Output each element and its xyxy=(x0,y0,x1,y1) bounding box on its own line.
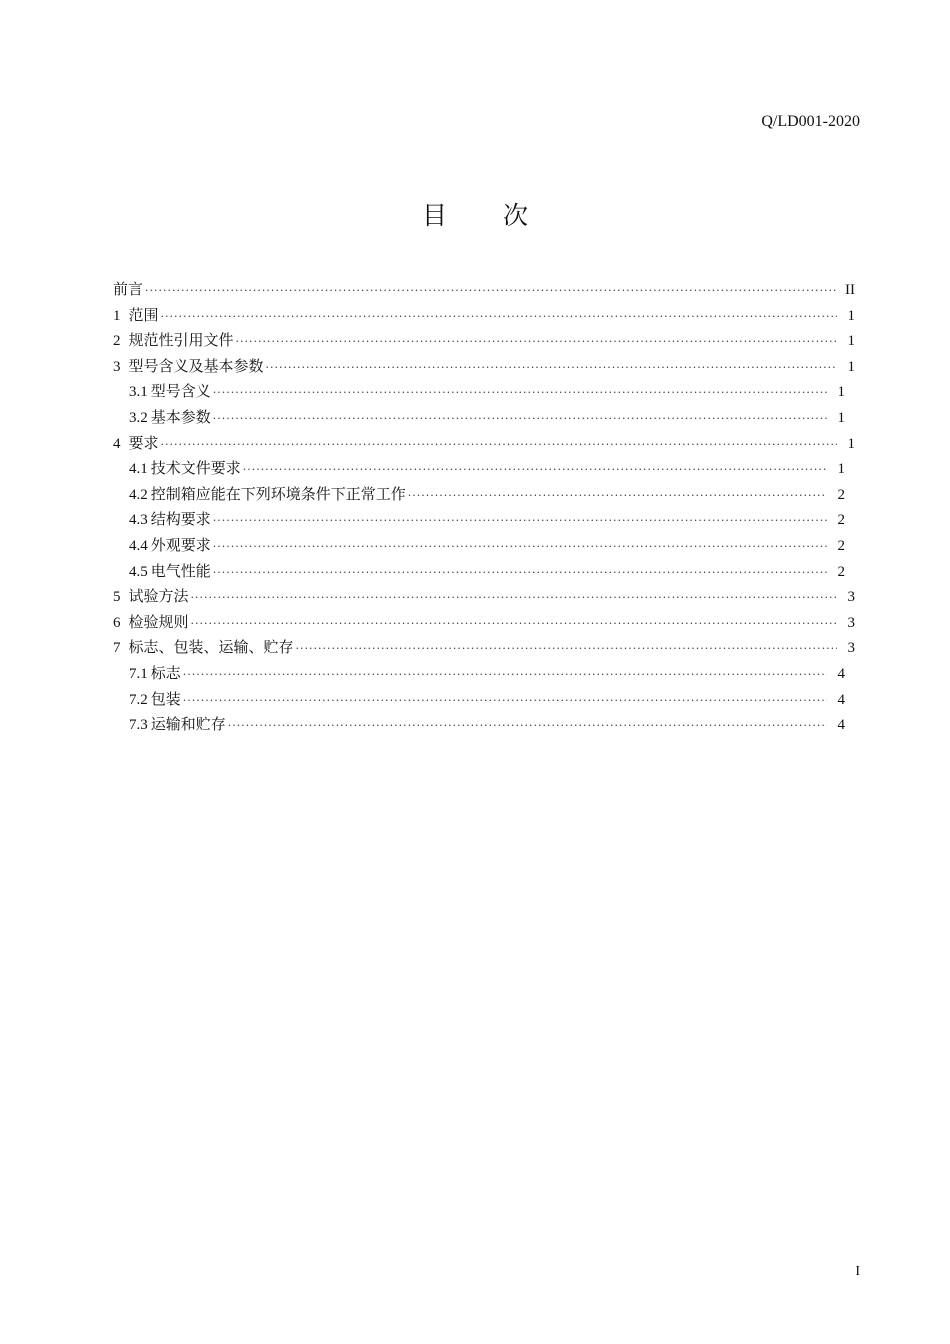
toc-entry-title xyxy=(113,354,264,381)
toc-entry-number: 3.1 xyxy=(129,384,148,401)
toc-entry-page: 1 xyxy=(847,307,855,324)
toc-entry-number: 7.1 xyxy=(129,665,148,682)
toc-entry-title xyxy=(129,687,181,714)
toc-entry[interactable] xyxy=(113,687,855,713)
toc-entry-page: 2 xyxy=(837,512,845,529)
toc-entry-label: 基本参数 xyxy=(150,407,211,426)
dot-leader xyxy=(213,560,827,586)
toc-entry-page: 2 xyxy=(837,563,845,580)
toc-entry-title xyxy=(129,507,211,534)
dot-leader xyxy=(161,304,837,330)
toc-entry-number: 6 xyxy=(113,614,121,631)
toc-entry-page: 1 xyxy=(847,333,855,350)
toc-entry[interactable] xyxy=(113,277,855,303)
toc-entry-label: 包装 xyxy=(150,689,181,708)
toc-entry[interactable] xyxy=(113,635,855,661)
toc-entry[interactable] xyxy=(113,354,855,380)
table-of-contents xyxy=(113,277,855,738)
toc-entry[interactable] xyxy=(113,431,855,457)
toc-entry-number: 4.2 xyxy=(129,486,148,503)
toc-entry-title xyxy=(129,712,226,739)
toc-entry-number: 3.2 xyxy=(129,409,148,426)
toc-entry[interactable] xyxy=(113,303,855,329)
toc-entry-number: 1 xyxy=(113,307,121,324)
toc-entry-label: 运输和贮存 xyxy=(150,715,226,734)
toc-entry-page: 1 xyxy=(837,384,845,401)
toc-entry-page: 4 xyxy=(837,717,845,734)
dot-leader xyxy=(213,380,827,406)
toc-entry-page: 1 xyxy=(847,435,855,452)
dot-leader xyxy=(191,585,837,611)
toc-entry-label: 试验方法 xyxy=(128,587,189,606)
dot-leader xyxy=(243,457,827,483)
toc-entry-label: 控制箱应能在下列环境条件下正常工作 xyxy=(150,484,406,503)
toc-entry-number: 4.1 xyxy=(129,461,148,478)
toc-entry-number: 7.3 xyxy=(129,717,148,734)
toc-entry-title xyxy=(129,482,406,509)
toc-entry-title xyxy=(113,584,189,611)
dot-leader xyxy=(408,483,827,509)
toc-entry-label: 规范性引用文件 xyxy=(128,331,234,350)
page-title: 目 次 xyxy=(422,201,552,230)
toc-entry-page: 2 xyxy=(837,486,845,503)
toc-entry-label: 型号含义及基本参数 xyxy=(128,356,264,375)
toc-entry[interactable] xyxy=(113,405,855,431)
toc-entry-label: 范围 xyxy=(128,305,159,324)
toc-entry-label: 检验规则 xyxy=(128,612,189,631)
toc-entry-title xyxy=(113,431,159,458)
toc-entry-page: 1 xyxy=(837,461,845,478)
toc-entry-title xyxy=(113,635,294,662)
toc-entry-page: 3 xyxy=(847,640,855,657)
toc-entry-number: 4.4 xyxy=(129,537,148,554)
toc-entry-label: 标志、包装、运输、贮存 xyxy=(128,638,294,657)
toc-entry[interactable] xyxy=(113,507,855,533)
dot-leader xyxy=(161,432,837,458)
toc-entry[interactable] xyxy=(113,610,855,636)
toc-entry-page: 4 xyxy=(837,665,845,682)
toc-entry-label: 结构要求 xyxy=(150,510,211,529)
toc-entry-label: 要求 xyxy=(128,433,159,452)
toc-entry[interactable] xyxy=(113,559,855,585)
toc-entry-title xyxy=(129,456,241,483)
toc-entry-number: 4 xyxy=(113,435,121,452)
toc-entry-title xyxy=(129,661,181,688)
toc-entry-label: 技术文件要求 xyxy=(150,459,241,478)
toc-entry-label: 标志 xyxy=(150,663,181,682)
toc-entry-number: 7.2 xyxy=(129,691,148,708)
toc-entry-title xyxy=(113,328,234,355)
toc-entry-title xyxy=(113,610,189,637)
dot-leader xyxy=(191,611,837,637)
toc-entry[interactable] xyxy=(113,533,855,559)
toc-entry-page: 2 xyxy=(837,537,845,554)
toc-entry-page: 3 xyxy=(847,589,855,606)
toc-entry-number: 5 xyxy=(113,589,121,606)
toc-entry-label: 外观要求 xyxy=(150,535,211,554)
toc-entry-number: 4.5 xyxy=(129,563,148,580)
toc-entry-page: 4 xyxy=(837,691,845,708)
dot-leader xyxy=(213,508,827,534)
dot-leader xyxy=(266,355,837,381)
toc-entry-label: 前言 xyxy=(113,280,144,298)
toc-entry[interactable] xyxy=(113,661,855,687)
dot-leader xyxy=(213,534,827,560)
toc-entry-title xyxy=(113,277,143,303)
toc-entry[interactable] xyxy=(113,328,855,354)
toc-entry-title xyxy=(129,379,211,406)
toc-entry-number: 4.3 xyxy=(129,512,148,529)
toc-entry[interactable] xyxy=(113,712,855,738)
dot-leader xyxy=(183,688,827,714)
dot-leader xyxy=(296,636,837,662)
document-code: Q/LD001-2020 xyxy=(761,113,860,130)
dot-leader xyxy=(236,329,837,355)
toc-entry-page: 1 xyxy=(847,358,855,375)
toc-entry-page: II xyxy=(845,282,855,298)
toc-entry[interactable] xyxy=(113,584,855,610)
toc-entry-title xyxy=(129,559,211,586)
dot-leader xyxy=(213,406,827,432)
toc-entry-label: 电气性能 xyxy=(150,561,211,580)
toc-entry-label: 型号含义 xyxy=(150,382,211,401)
dot-leader xyxy=(183,662,827,688)
toc-entry-title xyxy=(129,533,211,560)
toc-entry-page: 3 xyxy=(847,614,855,631)
dot-leader xyxy=(145,278,837,304)
dot-leader xyxy=(228,713,827,739)
toc-entry-number: 2 xyxy=(113,333,121,350)
toc-entry[interactable] xyxy=(113,379,855,405)
toc-entry[interactable] xyxy=(113,456,855,482)
toc-entry-title xyxy=(129,405,211,432)
page-number: I xyxy=(855,1264,860,1279)
toc-entry-title xyxy=(113,303,159,330)
toc-entry-number: 7 xyxy=(113,640,121,657)
toc-entry[interactable] xyxy=(113,482,855,508)
toc-entry-page: 1 xyxy=(837,409,845,426)
toc-entry-number: 3 xyxy=(113,358,121,375)
